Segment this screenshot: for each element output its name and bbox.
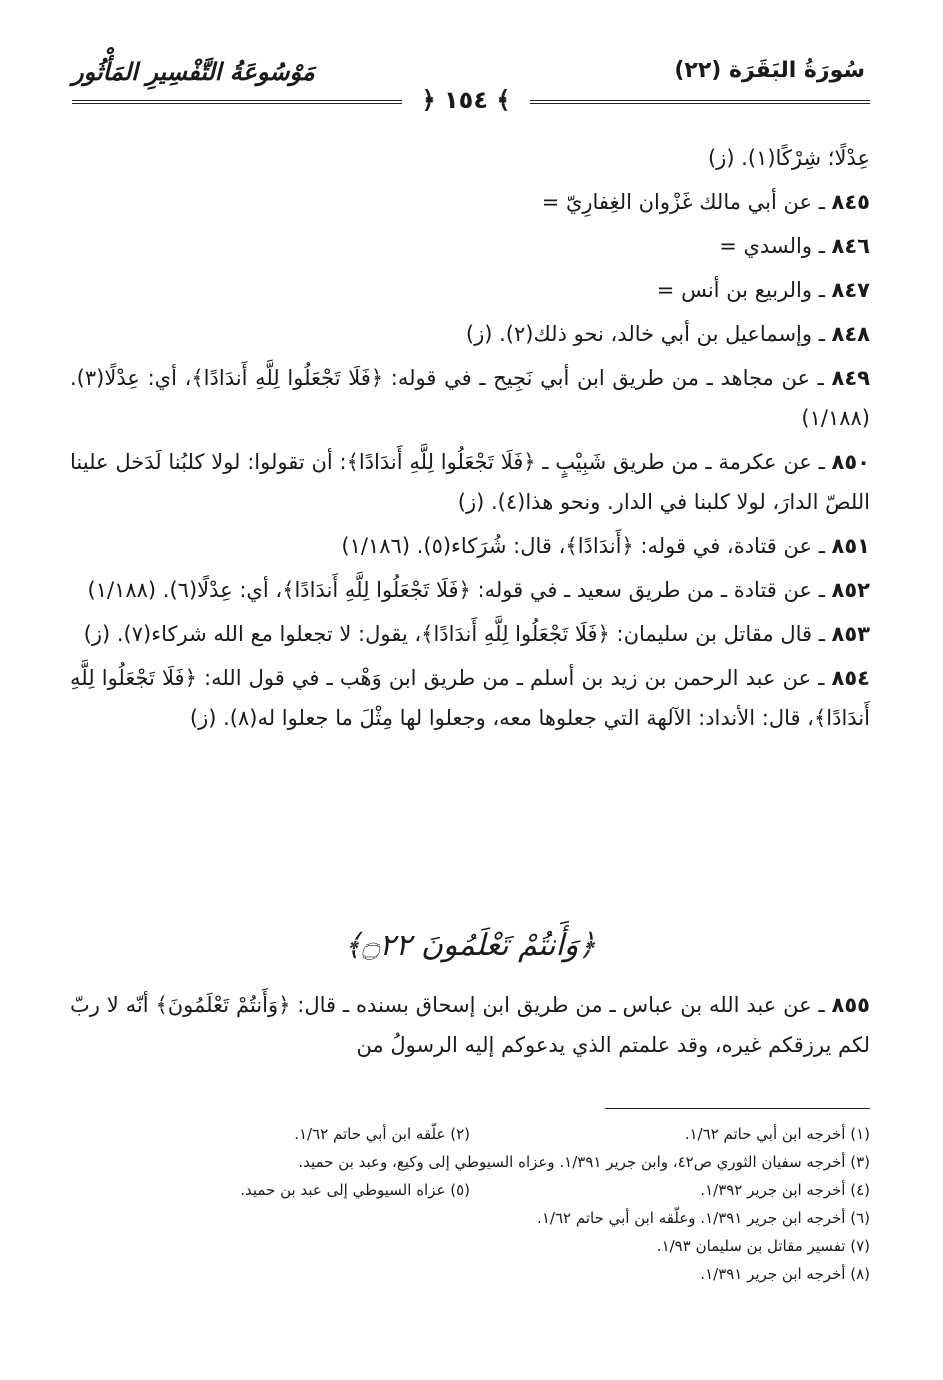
entry-854: ٨٥٤ ـ عن عبد الرحمن بن زيد بن أسلم ـ من طريق ابن وَهْب ـ في قول الله: ﴿فَلَا تَجْعَلُوا لِلَّهِ أَندَادًا﴾، قال: الأنداد: الآلهة التي جعلوها معه، وجعلوا لها مِثْلَ ما جعلوا له(٨). (ز) [70, 666, 870, 730]
entry-845: ٨٤٥ ـ عن أبي مالك غَزْوان الغِفارِيّ = [541, 190, 870, 214]
footnote-row [70, 1120, 870, 1148]
footnote-1: (١) أخرجه ابن أبي حاتم ١/٦٢. [684, 1125, 870, 1143]
footnote-5: (٥) عزاه السيوطي إلى عبد بن حميد. [240, 1181, 470, 1199]
footnotes [70, 1120, 870, 1288]
entry-853: ٨٥٣ ـ قال مقاتل بن سليمان: ﴿فَلَا تَجْعَلُوا لِلَّهِ أَندَادًا﴾، يقول: لا تجعلوا مع الله شركاء(٧). (ز) [83, 622, 870, 646]
entry-855: ٨٥٥ ـ عن عبد الله بن عباس ـ من طريق ابن إسحاق بسنده ـ قال: ﴿وَأَنتُمْ تَعْلَمُونَ﴾ أنّه لا ربّ لكم يرزقكم غيره، وقد علمتم الذي يدعوكم إليه الرسولُ من [70, 993, 870, 1057]
header-rule-left [72, 100, 402, 104]
book-title: مَوْسُوعَةُ التَّفْسِيرِ المَأْثُور [72, 58, 315, 86]
entry-851: ٨٥١ ـ عن قتادة، في قوله: ﴿أَندَادًا﴾، قال: شُرَكاء(٥). (١/١٨٦) [341, 534, 870, 558]
header-rule-right [530, 100, 870, 104]
entry-847: ٨٤٧ ـ والربيع بن أنس = [656, 278, 870, 302]
footnote-4: (٤) أخرجه ابن جرير ١/٣٩٢. [700, 1181, 870, 1199]
entry-852: ٨٥٢ ـ عن قتادة ـ من طريق سعيد ـ في قوله: ﴿فَلَا تَجْعَلُوا لِلَّهِ أَندَادًا﴾، أي: عِدْلًا(٦). (١/١٨٨) [87, 578, 870, 602]
surah-title: سُورَةُ البَقَرَة (٢٢) [674, 58, 865, 83]
entry-continuation: عِدْلًا؛ شِرْكًا(١). (ز) [707, 146, 870, 170]
footnote-3: (٣) أخرجه سفيان الثوري ص٤٢، وابن جرير ١/٣٩١. وعزاه السيوطي إلى وكيع، وعبد بن حميد. [298, 1153, 870, 1171]
entry-846: ٨٤٦ ـ والسدي = [719, 234, 870, 258]
entry-848: ٨٤٨ ـ وإسماعيل بن أبي خالد، نحو ذلك(٢). (ز) [465, 322, 870, 346]
footnote-2: (٢) علّقه ابن أبي حاتم ١/٦٢. [294, 1125, 470, 1143]
entry-850: ٨٥٠ ـ عن عكرمة ـ من طريق شَبِيْبٍ ـ ﴿فَلَا تَجْعَلُوا لِلَّهِ أَندَادًا﴾: أن تقولوا: لولا كلبُنا لَدَخل علينا اللصّ الدارَ، لولا كلبنا في الدار. ونحو هذا(٤). (ز) [70, 450, 870, 514]
page-number: ﴿ ١٥٤ ﴾ [421, 86, 511, 114]
footnote-row [70, 1176, 870, 1204]
footnote-7: (٧) تفسير مقاتل بن سليمان ١/٩٣. [656, 1237, 870, 1255]
verse-heading: ﴿وَأَنتُمْ تَعْلَمُونَ ۝٢٢﴾ [344, 928, 596, 963]
main-text [70, 138, 870, 742]
footnote-8: (٨) أخرجه ابن جرير ١/٣٩١. [700, 1265, 870, 1283]
footnote-divider [605, 1108, 870, 1109]
footnote-6: (٦) أخرجه ابن جرير ١/٣٩١. وعلّقه ابن أبي حاتم ١/٦٢. [537, 1209, 870, 1227]
entry-849: ٨٤٩ ـ عن مجاهد ـ من طريق ابن أبي نَجِيح ـ في قوله: ﴿فَلَا تَجْعَلُوا لِلَّهِ أَندَادًا﴾، أي: عِدْلًا(٣). (١/١٨٨) [70, 366, 870, 430]
